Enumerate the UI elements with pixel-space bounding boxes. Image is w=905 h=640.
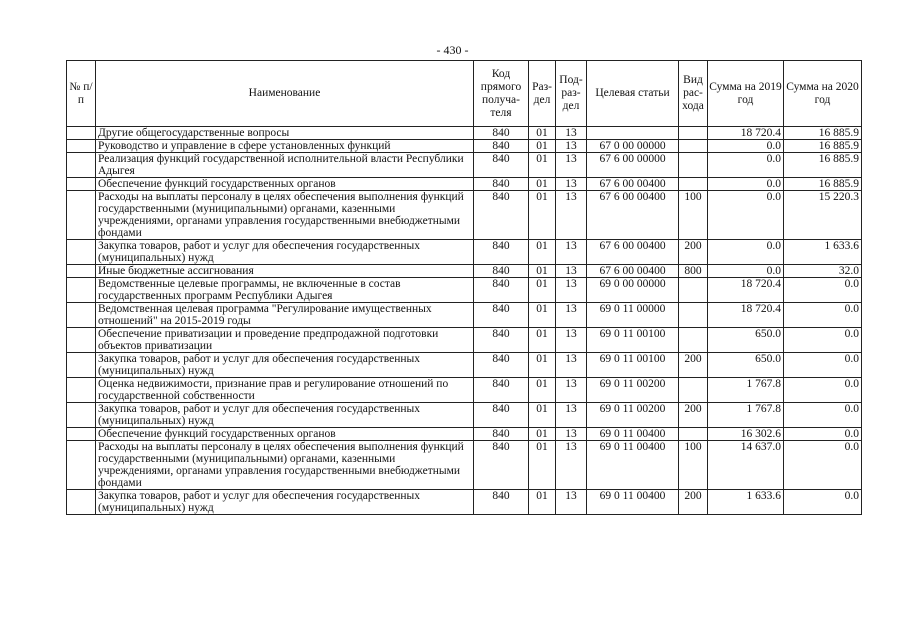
cell-name: Реализация функций государственной исполнительной власти Республики Адыгея [96,153,474,178]
table-row [67,328,862,353]
cell-num [67,240,96,265]
cell-code: 840 [474,353,529,378]
cell-name: Другие общегосударственные вопросы [96,127,474,140]
header-expense-type: Вид рас-хода [679,61,708,127]
cell-code: 840 [474,328,529,353]
cell-section: 01 [529,328,556,353]
cell-name: Обеспечение функций государственных органов [96,178,474,191]
header-section: Раз-дел [529,61,556,127]
cell-sum-2019: 0.0 [708,265,784,278]
cell-code: 840 [474,378,529,403]
cell-section: 01 [529,265,556,278]
cell-expense-type [679,140,708,153]
cell-expense-type [679,428,708,441]
cell-subsection: 13 [556,191,587,240]
cell-expense-type [679,278,708,303]
cell-code: 840 [474,441,529,490]
cell-subsection: 13 [556,240,587,265]
cell-target: 67 6 00 00400 [587,265,679,278]
cell-sum-2019: 14 637.0 [708,441,784,490]
cell-expense-type [679,378,708,403]
cell-subsection: 13 [556,278,587,303]
cell-sum-2019: 1 767.8 [708,378,784,403]
table-row [67,353,862,378]
cell-subsection: 13 [556,490,587,515]
header-subsection: Под-раз-дел [556,61,587,127]
cell-subsection: 13 [556,328,587,353]
table-body [67,127,862,515]
cell-code: 840 [474,191,529,240]
cell-num [67,403,96,428]
header-sum-2019: Сумма на 2019 год [708,61,784,127]
cell-code: 840 [474,127,529,140]
cell-sum-2020: 1 633.6 [784,240,862,265]
cell-sum-2020: 16 885.9 [784,140,862,153]
cell-num [67,178,96,191]
cell-num [67,378,96,403]
cell-target: 69 0 11 00100 [587,328,679,353]
cell-num [67,153,96,178]
cell-section: 01 [529,278,556,303]
cell-sum-2020: 0.0 [784,403,862,428]
cell-name: Закупка товаров, работ и услуг для обеспечения государственных (муниципальных) нужд [96,353,474,378]
cell-sum-2019: 650.0 [708,328,784,353]
cell-target [587,127,679,140]
cell-section: 01 [529,240,556,265]
cell-subsection: 13 [556,178,587,191]
cell-num [67,328,96,353]
cell-num [67,353,96,378]
cell-subsection: 13 [556,265,587,278]
cell-num [67,303,96,328]
cell-sum-2019: 0.0 [708,153,784,178]
cell-target: 69 0 11 00200 [587,403,679,428]
cell-num [67,265,96,278]
cell-expense-type [679,328,708,353]
cell-code: 840 [474,153,529,178]
cell-sum-2019: 18 720.4 [708,127,784,140]
cell-num [67,140,96,153]
cell-sum-2019: 0.0 [708,140,784,153]
header-name: Наименование [96,61,474,127]
table-row [67,240,862,265]
cell-section: 01 [529,490,556,515]
table-row [67,153,862,178]
cell-code: 840 [474,403,529,428]
cell-subsection: 13 [556,378,587,403]
header-code: Код прямого получа-теля [474,61,529,127]
table-row [67,303,862,328]
cell-name: Иные бюджетные ассигнования [96,265,474,278]
cell-code: 840 [474,278,529,303]
cell-sum-2020: 0.0 [784,303,862,328]
cell-name: Ведомственная целевая программа "Регулирование имущественных отношений" на 2015-2019 годы [96,303,474,328]
cell-section: 01 [529,127,556,140]
cell-name: Обеспечение функций государственных органов [96,428,474,441]
cell-num [67,127,96,140]
table-row [67,191,862,240]
cell-sum-2020: 0.0 [784,490,862,515]
cell-name: Руководство и управление в сфере установленных функций [96,140,474,153]
cell-subsection: 13 [556,153,587,178]
cell-sum-2020: 0.0 [784,328,862,353]
cell-sum-2019: 1 767.8 [708,403,784,428]
cell-name: Расходы на выплаты персоналу в целях обеспечения выполнения функций государственными (муниципальными) органами, казенными учреждениями, органами управления государственными внебюджетными фондами [96,191,474,240]
table-row [67,490,862,515]
table-row [67,127,862,140]
cell-name: Закупка товаров, работ и услуг для обеспечения государственных (муниципальных) нужд [96,403,474,428]
table-row [67,378,862,403]
cell-expense-type [679,153,708,178]
cell-code: 840 [474,490,529,515]
cell-code: 840 [474,428,529,441]
table-row [67,178,862,191]
table-row [67,278,862,303]
cell-name: Ведомственные целевые программы, не включенные в состав государственных программ Республики Адыгея [96,278,474,303]
cell-target: 67 0 00 00000 [587,140,679,153]
cell-name: Расходы на выплаты персоналу в целях обеспечения выполнения функций государственными (муниципальными) органами, казенными учреждениями, органами управления государственными внебюджетными фондами [96,441,474,490]
cell-num [67,428,96,441]
cell-subsection: 13 [556,403,587,428]
cell-sum-2020: 0.0 [784,428,862,441]
cell-sum-2020: 32.0 [784,265,862,278]
cell-section: 01 [529,178,556,191]
cell-target: 69 0 00 00000 [587,278,679,303]
cell-expense-type: 200 [679,353,708,378]
cell-target: 67 6 00 00400 [587,191,679,240]
table-row [67,140,862,153]
cell-section: 01 [529,428,556,441]
cell-sum-2020: 15 220.3 [784,191,862,240]
table-row [67,403,862,428]
cell-subsection: 13 [556,140,587,153]
cell-subsection: 13 [556,353,587,378]
cell-code: 840 [474,140,529,153]
cell-name: Обеспечение приватизации и проведение предпродажной подготовки объектов приватизации [96,328,474,353]
page-number: - 430 - [436,43,469,57]
cell-num [67,441,96,490]
header-num: № п/п [67,61,96,127]
cell-subsection: 13 [556,428,587,441]
header-row [67,61,862,127]
cell-section: 01 [529,153,556,178]
cell-num [67,191,96,240]
cell-sum-2020: 0.0 [784,378,862,403]
cell-sum-2019: 1 633.6 [708,490,784,515]
cell-sum-2020: 0.0 [784,278,862,303]
cell-sum-2020: 16 885.9 [784,153,862,178]
cell-expense-type [679,303,708,328]
cell-expense-type: 100 [679,441,708,490]
cell-expense-type: 100 [679,191,708,240]
cell-section: 01 [529,303,556,328]
cell-section: 01 [529,353,556,378]
cell-sum-2020: 16 885.9 [784,127,862,140]
cell-expense-type: 200 [679,403,708,428]
cell-code: 840 [474,303,529,328]
cell-expense-type: 800 [679,265,708,278]
cell-num [67,490,96,515]
cell-subsection: 13 [556,127,587,140]
cell-expense-type [679,178,708,191]
cell-sum-2019: 0.0 [708,191,784,240]
cell-sum-2020: 16 885.9 [784,178,862,191]
cell-code: 840 [474,178,529,191]
cell-target: 69 0 11 00400 [587,428,679,441]
cell-section: 01 [529,140,556,153]
cell-target: 69 0 11 00400 [587,441,679,490]
cell-subsection: 13 [556,441,587,490]
cell-target: 69 0 11 00400 [587,490,679,515]
cell-section: 01 [529,403,556,428]
cell-sum-2019: 650.0 [708,353,784,378]
cell-target: 67 6 00 00000 [587,153,679,178]
cell-target: 69 0 11 00000 [587,303,679,328]
cell-sum-2019: 0.0 [708,178,784,191]
cell-target: 69 0 11 00200 [587,378,679,403]
cell-expense-type [679,127,708,140]
cell-sum-2019: 0.0 [708,240,784,265]
cell-target: 69 0 11 00100 [587,353,679,378]
cell-section: 01 [529,378,556,403]
cell-target: 67 6 00 00400 [587,178,679,191]
cell-sum-2020: 0.0 [784,441,862,490]
cell-expense-type: 200 [679,240,708,265]
table-row [67,428,862,441]
cell-section: 01 [529,441,556,490]
table-row [67,441,862,490]
cell-name: Закупка товаров, работ и услуг для обеспечения государственных (муниципальных) нужд [96,490,474,515]
cell-code: 840 [474,265,529,278]
budget-table [66,60,862,515]
cell-expense-type: 200 [679,490,708,515]
cell-name: Оценка недвижимости, признание прав и регулирование отношений по государственной собственности [96,378,474,403]
cell-sum-2020: 0.0 [784,353,862,378]
cell-code: 840 [474,240,529,265]
cell-section: 01 [529,191,556,240]
header-target: Целевая статьи [587,61,679,127]
header-sum-2020: Сумма на 2020 год [784,61,862,127]
cell-target: 67 6 00 00400 [587,240,679,265]
cell-num [67,278,96,303]
cell-sum-2019: 16 302.6 [708,428,784,441]
table-row [67,265,862,278]
cell-sum-2019: 18 720.4 [708,303,784,328]
cell-subsection: 13 [556,303,587,328]
cell-sum-2019: 18 720.4 [708,278,784,303]
cell-name: Закупка товаров, работ и услуг для обеспечения государственных (муниципальных) нужд [96,240,474,265]
